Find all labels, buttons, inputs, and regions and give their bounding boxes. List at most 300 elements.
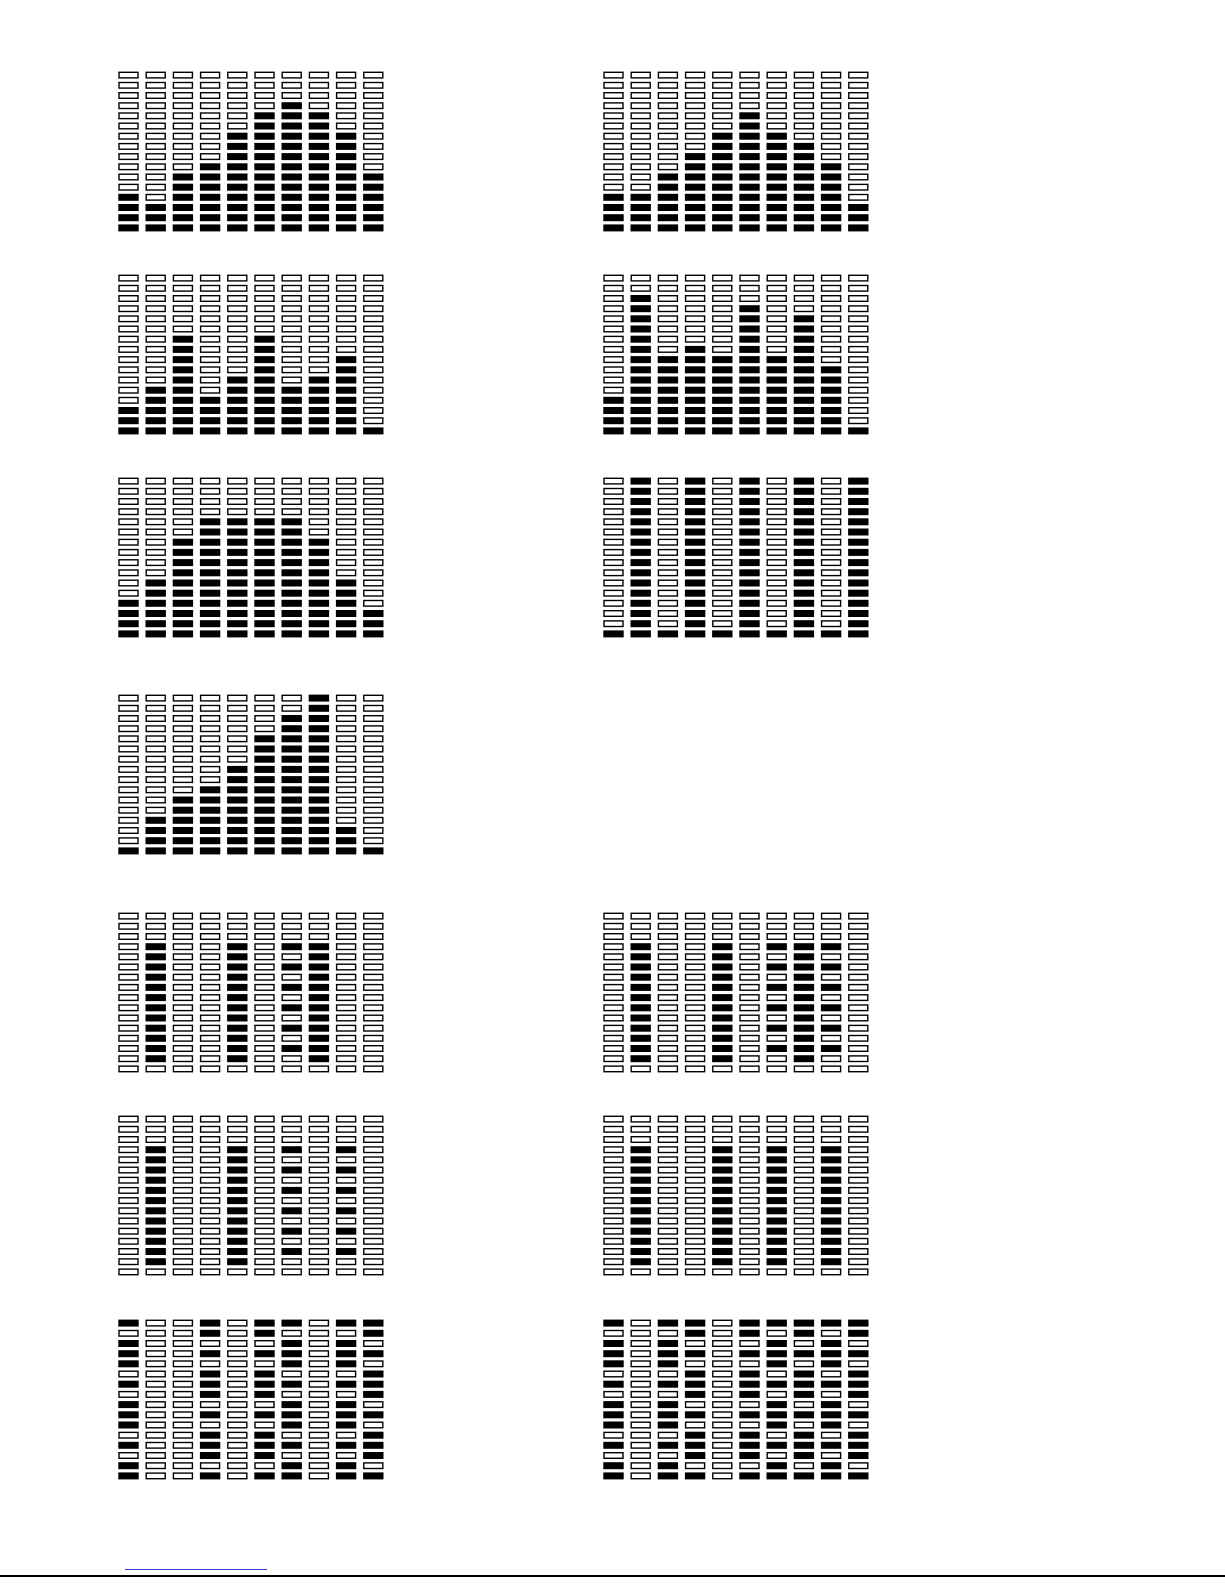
- grid-cell: [849, 964, 868, 970]
- grid-cell: [767, 296, 786, 302]
- grid-cell: [173, 944, 192, 950]
- grid-cell: [794, 1351, 813, 1357]
- grid-cell: [255, 1056, 274, 1062]
- grid-cell: [119, 1432, 138, 1438]
- grid-cell: [364, 1066, 383, 1072]
- grid-cell: [201, 144, 220, 150]
- grid-cell: [740, 1402, 759, 1408]
- grid-cell: [686, 1331, 705, 1337]
- grid-cell: [364, 428, 383, 434]
- grid-cell: [201, 478, 220, 484]
- grid-cell: [119, 787, 138, 793]
- grid-cell: [255, 1025, 274, 1031]
- grid-cell: [119, 848, 138, 854]
- grid-cell: [740, 1432, 759, 1438]
- grid-cell: [282, 499, 301, 505]
- grid-column: [119, 913, 138, 1071]
- grid-cell: [767, 1443, 786, 1449]
- grid-cell: [282, 1473, 301, 1479]
- grid-cell: [767, 560, 786, 566]
- grid-cell: [713, 509, 732, 515]
- grid-cell: [201, 1147, 220, 1153]
- grid-cell: [337, 1392, 356, 1398]
- grid-cell: [228, 736, 247, 742]
- grid-cell: [849, 570, 868, 576]
- grid-cell: [173, 985, 192, 991]
- grid-cell: [686, 367, 705, 373]
- grid-cell: [255, 828, 274, 834]
- grid-cell: [631, 1361, 650, 1367]
- grid-cell: [713, 934, 732, 940]
- grid-cell: [849, 1381, 868, 1387]
- grid-cell: [767, 550, 786, 556]
- grid-column: [201, 72, 220, 230]
- grid-cell: [364, 195, 383, 201]
- grid-cell: [337, 377, 356, 383]
- grid-cell: [849, 144, 868, 150]
- grid-cell: [686, 1046, 705, 1052]
- grid-cell: [713, 113, 732, 119]
- grid-cell: [173, 995, 192, 1001]
- grid-cell: [767, 1331, 786, 1337]
- grid-cell: [309, 1443, 328, 1449]
- grid-cell: [604, 1066, 623, 1072]
- grid-cell: [201, 1249, 220, 1255]
- grid-cell: [337, 1402, 356, 1408]
- grid-column: [604, 1320, 623, 1478]
- grid-cell: [173, 387, 192, 393]
- grid-cell: [794, 1228, 813, 1234]
- grid-column: [604, 275, 623, 433]
- grid-cell: [849, 347, 868, 353]
- grid-cell: [631, 944, 650, 950]
- grid-cell: [255, 1473, 274, 1479]
- grid-cell: [146, 1351, 165, 1357]
- grid-cell: [740, 133, 759, 139]
- grid-cell: [822, 509, 841, 515]
- grid-cell: [658, 1188, 677, 1194]
- grid-cell: [282, 807, 301, 813]
- grid-cell: [631, 1157, 650, 1163]
- grid-cell: [173, 611, 192, 617]
- grid-cell: [119, 113, 138, 119]
- grid-cell: [822, 103, 841, 109]
- grid-cell: [119, 103, 138, 109]
- grid-cell: [173, 913, 192, 919]
- grid-cell: [255, 215, 274, 221]
- grid-cell: [173, 974, 192, 980]
- grid-cell: [309, 174, 328, 180]
- grid-cell: [740, 489, 759, 495]
- grid-cell: [337, 1341, 356, 1347]
- grid-column: [794, 1116, 813, 1274]
- grid-cell: [740, 93, 759, 99]
- grid-cell: [309, 1371, 328, 1377]
- grid-cell: [255, 205, 274, 211]
- grid-cell: [201, 357, 220, 363]
- grid-cell: [740, 336, 759, 342]
- grid-cell: [119, 1331, 138, 1337]
- grid-cell: [228, 428, 247, 434]
- grid-column: [173, 1116, 192, 1274]
- grid-cell: [658, 408, 677, 414]
- grid-cell: [309, 954, 328, 960]
- grid-cell: [282, 838, 301, 844]
- grid-cell: [631, 954, 650, 960]
- grid-cell: [337, 736, 356, 742]
- grid-cell: [658, 1147, 677, 1153]
- grid-cell: [146, 621, 165, 627]
- grid-column: [173, 275, 192, 433]
- grid-cell: [713, 133, 732, 139]
- grid-column: [631, 275, 650, 433]
- grid-cell: [282, 1331, 301, 1337]
- grid-cell: [713, 93, 732, 99]
- grid-cell: [740, 418, 759, 424]
- grid-cell: [604, 1147, 623, 1153]
- grid-cell: [822, 478, 841, 484]
- grid-cell: [119, 418, 138, 424]
- grid-cell: [713, 408, 732, 414]
- grid-cell: [658, 539, 677, 545]
- grid-cell: [146, 570, 165, 576]
- grid-cell: [201, 1127, 220, 1133]
- grid-cell: [713, 1157, 732, 1163]
- grid-cell: [282, 1320, 301, 1326]
- grid-cell: [686, 1381, 705, 1387]
- grid-cell: [364, 1127, 383, 1133]
- grid-cell: [255, 974, 274, 980]
- grid-cell: [631, 1005, 650, 1011]
- grid-cell: [228, 621, 247, 627]
- grid-cell: [794, 1320, 813, 1326]
- grid-cell: [337, 478, 356, 484]
- grid-cell: [146, 1198, 165, 1204]
- grid-cell: [713, 1005, 732, 1011]
- grid-cell: [255, 1432, 274, 1438]
- grid-column: [686, 275, 705, 433]
- grid-column: [686, 478, 705, 636]
- grid-cell: [686, 1341, 705, 1347]
- grid-cell: [822, 1320, 841, 1326]
- grid-cell: [173, 1167, 192, 1173]
- grid-cell: [201, 286, 220, 292]
- grid-cell: [604, 934, 623, 940]
- grid-cell: [740, 316, 759, 322]
- grid-cell: [767, 944, 786, 950]
- grid-cell: [282, 336, 301, 342]
- grid-cell: [146, 367, 165, 373]
- grid-cell: [309, 215, 328, 221]
- grid-cell: [146, 489, 165, 495]
- grid-cell: [631, 1432, 650, 1438]
- grid-cell: [228, 174, 247, 180]
- grid-cell: [794, 83, 813, 89]
- grid-cell: [255, 286, 274, 292]
- grid-cell: [794, 1046, 813, 1052]
- grid-cell: [658, 1361, 677, 1367]
- grid-cell: [119, 974, 138, 980]
- grid-cell: [658, 225, 677, 231]
- grid-cell: [119, 215, 138, 221]
- grid-cell: [849, 985, 868, 991]
- grid-cell: [658, 133, 677, 139]
- grid-cell: [255, 1422, 274, 1428]
- grid-cell: [282, 113, 301, 119]
- grid-cell: [309, 995, 328, 1001]
- grid-cell: [631, 1198, 650, 1204]
- grid-cell: [255, 1116, 274, 1122]
- grid-cell: [740, 326, 759, 332]
- grid-cell: [364, 93, 383, 99]
- grid-cell: [631, 72, 650, 78]
- grid-cell: [794, 590, 813, 596]
- grid-cell: [794, 296, 813, 302]
- grid-cell: [228, 103, 247, 109]
- grid-cell: [255, 924, 274, 930]
- grid-cell: [364, 848, 383, 854]
- grid-column: [337, 478, 356, 636]
- grid-cell: [228, 144, 247, 150]
- grid-cell: [794, 1005, 813, 1011]
- grid-cell: [173, 736, 192, 742]
- grid-cell: [849, 123, 868, 129]
- grid-cell: [631, 1453, 650, 1459]
- grid-column: [173, 913, 192, 1071]
- grid-cell: [201, 1269, 220, 1275]
- grid-cell: [604, 336, 623, 342]
- grid-cell: [849, 367, 868, 373]
- grid-cell: [767, 357, 786, 363]
- grid-cell: [282, 944, 301, 950]
- grid-cell: [228, 777, 247, 783]
- grid-cell: [631, 964, 650, 970]
- grid-cell: [255, 590, 274, 596]
- grid-cell: [228, 164, 247, 170]
- grid-cell: [282, 1116, 301, 1122]
- grid-cell: [767, 195, 786, 201]
- grid-cell: [794, 1402, 813, 1408]
- grid-cell: [228, 726, 247, 732]
- grid-cell: [631, 590, 650, 596]
- grid-cell: [794, 611, 813, 617]
- grid-cell: [228, 1177, 247, 1183]
- grid-cell: [364, 726, 383, 732]
- grid-cell: [686, 336, 705, 342]
- grid-cell: [686, 995, 705, 1001]
- grid-cell: [119, 924, 138, 930]
- grid-cell: [228, 807, 247, 813]
- grid-cell: [794, 336, 813, 342]
- grid-cell: [201, 306, 220, 312]
- grid-cell: [337, 93, 356, 99]
- grid-cell: [604, 1432, 623, 1438]
- grid-column: [309, 695, 328, 853]
- grid-cell: [767, 924, 786, 930]
- grid-cell: [631, 1147, 650, 1153]
- grid-cell: [686, 570, 705, 576]
- grid-cell: [309, 83, 328, 89]
- grid-cell: [146, 72, 165, 78]
- grid-cell: [201, 184, 220, 190]
- grid-cell: [849, 995, 868, 1001]
- grid-column: [201, 695, 220, 853]
- grid-cell: [337, 1218, 356, 1224]
- grid-cell: [794, 1036, 813, 1042]
- grid-cell: [686, 934, 705, 940]
- grid-cell: [228, 797, 247, 803]
- grid-cell: [713, 1208, 732, 1214]
- footer-link-underline[interactable]: [125, 1569, 267, 1570]
- grid-cell: [849, 1249, 868, 1255]
- grid-cell: [686, 985, 705, 991]
- grid-cell: [631, 367, 650, 373]
- grid-cell: [119, 1453, 138, 1459]
- grid-cell: [282, 1167, 301, 1173]
- grid-cell: [767, 93, 786, 99]
- grid-column: [686, 1320, 705, 1478]
- grid-cell: [255, 164, 274, 170]
- grid-cell: [658, 103, 677, 109]
- grid-cell: [282, 387, 301, 393]
- grid-cell: [686, 408, 705, 414]
- grid-cell: [228, 133, 247, 139]
- grid-cell: [604, 1167, 623, 1173]
- grid-column: [658, 72, 677, 230]
- grid-cell: [849, 428, 868, 434]
- grid-cell: [822, 1371, 841, 1377]
- grid-cell: [255, 1198, 274, 1204]
- grid-cell: [849, 529, 868, 535]
- grid-cell: [794, 601, 813, 607]
- grid-cell: [146, 944, 165, 950]
- grid-cell: [713, 1361, 732, 1367]
- grid-cell: [822, 1198, 841, 1204]
- grid-cell: [146, 1127, 165, 1133]
- grid-cell: [822, 1361, 841, 1367]
- grid-cell: [282, 489, 301, 495]
- grid-cell: [713, 123, 732, 129]
- grid-cell: [201, 736, 220, 742]
- grid-cell: [686, 1443, 705, 1449]
- grid-cell: [282, 377, 301, 383]
- grid-cell: [631, 913, 650, 919]
- grid-cell: [309, 316, 328, 322]
- grid-cell: [282, 1036, 301, 1042]
- grid-cell: [604, 1453, 623, 1459]
- grid-cell: [686, 1157, 705, 1163]
- grid-cell: [794, 1432, 813, 1438]
- grid-cell: [849, 174, 868, 180]
- grid-cell: [740, 1208, 759, 1214]
- grid-cell: [740, 154, 759, 160]
- grid-cell: [631, 519, 650, 525]
- grid-cell: [822, 286, 841, 292]
- grid-cell: [794, 995, 813, 1001]
- grid-cell: [364, 1412, 383, 1418]
- grid-cell: [201, 1188, 220, 1194]
- grid-cell: [849, 133, 868, 139]
- grid-cell: [658, 1422, 677, 1428]
- grid-cell: [822, 1259, 841, 1265]
- grid-cell: [686, 580, 705, 586]
- grid-cell: [201, 944, 220, 950]
- grid-cell: [740, 631, 759, 637]
- grid-cell: [119, 1056, 138, 1062]
- grid-cell: [604, 580, 623, 586]
- grid-cell: [119, 570, 138, 576]
- grid-cell: [228, 1463, 247, 1469]
- grid-cell: [228, 93, 247, 99]
- grid-column: [822, 478, 841, 636]
- grid-cell: [282, 924, 301, 930]
- grid-cell: [228, 1320, 247, 1326]
- grid-cell: [282, 398, 301, 404]
- grid-cell: [173, 529, 192, 535]
- grid-cell: [228, 1056, 247, 1062]
- grid-cell: [228, 539, 247, 545]
- grid-cell: [309, 296, 328, 302]
- grid-cell: [794, 621, 813, 627]
- grid-cell: [146, 1422, 165, 1428]
- grid-cell: [337, 1116, 356, 1122]
- grid-cell: [201, 1137, 220, 1143]
- grid-cell: [364, 1473, 383, 1479]
- grid-cell: [740, 306, 759, 312]
- grid-cell: [686, 377, 705, 383]
- grid-cell: [849, 1453, 868, 1459]
- grid-cell: [309, 195, 328, 201]
- grid-cell: [686, 357, 705, 363]
- grid-cell: [686, 1361, 705, 1367]
- grid-cell: [767, 1127, 786, 1133]
- grid-cell: [631, 154, 650, 160]
- grid-cell: [658, 1402, 677, 1408]
- grid-cell: [337, 1249, 356, 1255]
- grid-cell: [794, 418, 813, 424]
- grid-cell: [740, 1036, 759, 1042]
- grid-cell: [282, 478, 301, 484]
- grid-cell: [631, 1015, 650, 1021]
- grid-cell: [119, 995, 138, 1001]
- grid-cell: [713, 418, 732, 424]
- grid-cell: [228, 184, 247, 190]
- grid-cell: [604, 964, 623, 970]
- grid-cell: [849, 631, 868, 637]
- grid-cell: [146, 736, 165, 742]
- grid-cell: [337, 797, 356, 803]
- grid-cell: [201, 164, 220, 170]
- grid-cell: [146, 1443, 165, 1449]
- grid-cell: [228, 1392, 247, 1398]
- grid-cell: [337, 1422, 356, 1428]
- grid-cell: [364, 357, 383, 363]
- grid-cell: [146, 756, 165, 762]
- grid-cell: [228, 924, 247, 930]
- grid-cell: [658, 286, 677, 292]
- grid-cell: [282, 1432, 301, 1438]
- grid-cell: [146, 418, 165, 424]
- grid-cell: [337, 570, 356, 576]
- grid-cell: [631, 164, 650, 170]
- grid-cell: [282, 848, 301, 854]
- grid-cell: [364, 1259, 383, 1265]
- grid-cell: [364, 418, 383, 424]
- grid-cell: [604, 347, 623, 353]
- grid-cell: [201, 377, 220, 383]
- grid-cell: [255, 777, 274, 783]
- grid-cell: [255, 964, 274, 970]
